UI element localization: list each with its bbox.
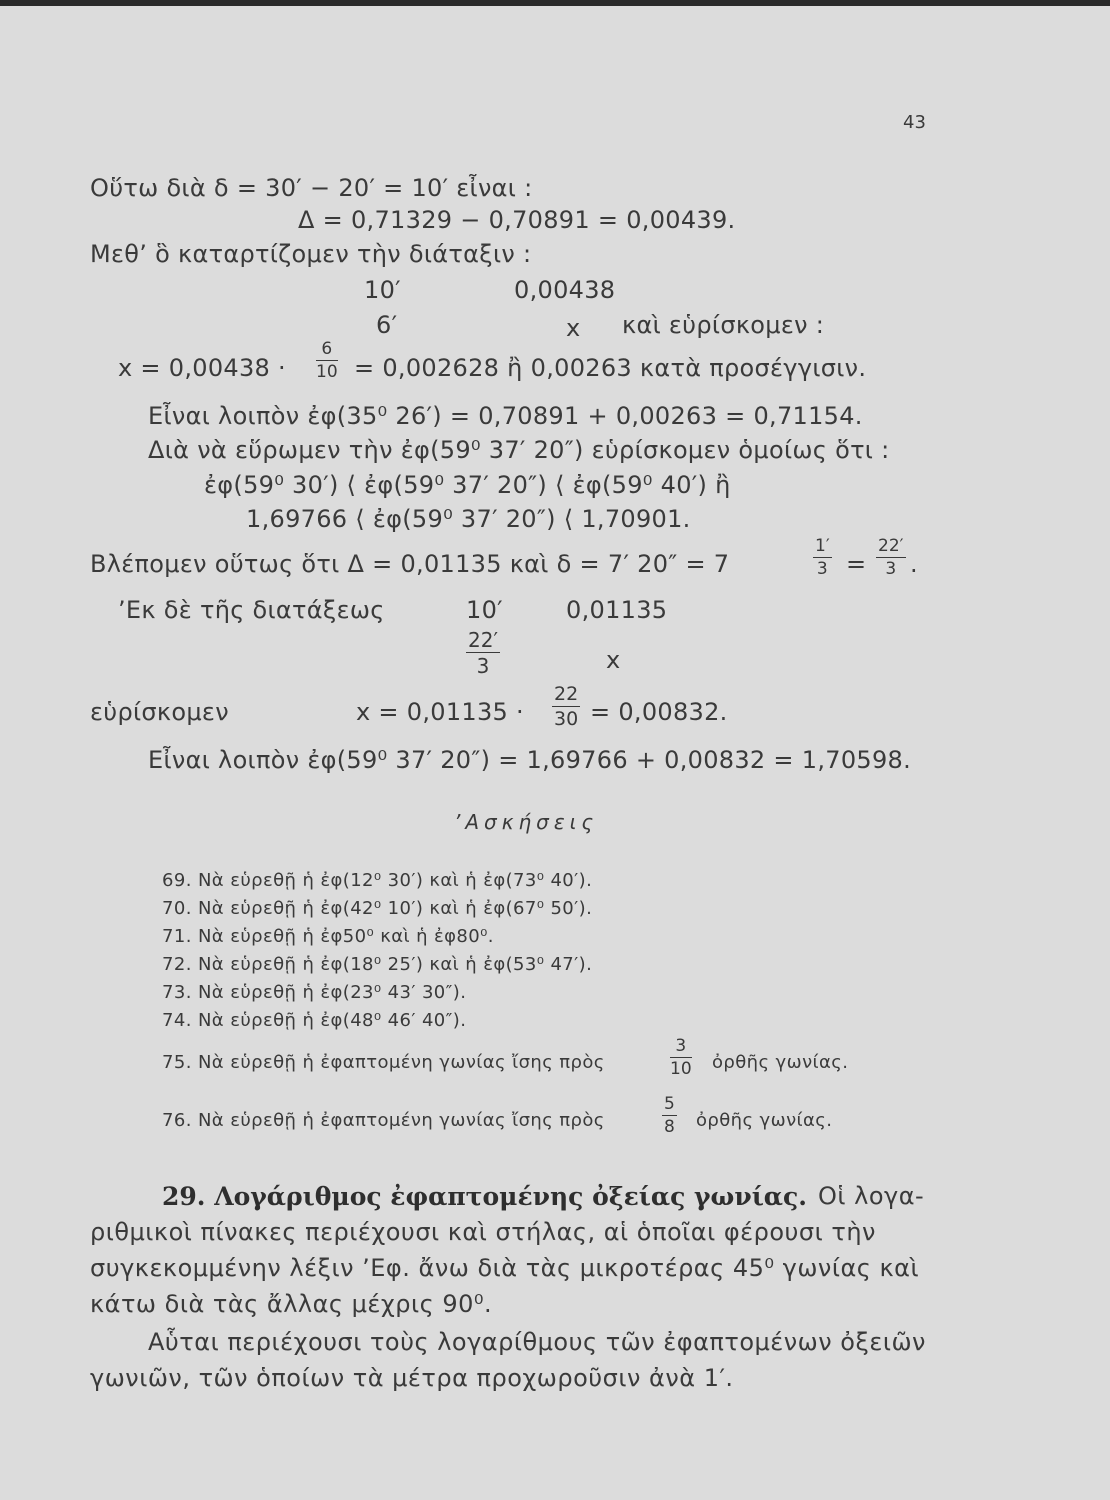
fraction-22-3: $\frac{22'}{3}$ — [878, 536, 904, 579]
line-result-35-26: Εἶναι λοιπὸν ἐφ(35⁰ 26′) = 0,70891 + 0,00263 = 0,71154. — [148, 402, 863, 430]
exercise-70: 70. Νὰ εὑρεθῇ ἡ ἐφ(42⁰ 10′) καὶ ἡ ἐφ(67⁰ 50′). — [162, 898, 593, 919]
calc-x-right: = 0,002628 ἢ 0,00263 κατὰ προσέγγισιν. — [354, 354, 867, 382]
equals-sign: = — [846, 550, 867, 578]
book-page — [0, 6, 1110, 1500]
table2-row2-b: x — [606, 646, 621, 674]
table2-row1-a: 10′ — [466, 596, 503, 624]
line-inequality-1: ἐφ(59⁰ 30′) ⟨ ἐφ(59⁰ 37′ 20″) ⟨ ἐφ(59⁰ 40′) ἢ — [204, 471, 731, 499]
para1-line2: ριθμικοὶ πίνακες περιέχουσι καὶ στήλας, αἱ ὁποῖαι φέρουσι τὴν — [90, 1218, 876, 1246]
exercise-69: 69. Νὰ εὑρεθῇ ἡ ἐφ(12⁰ 30′) καὶ ἡ ἐφ(73⁰ 40′). — [162, 870, 593, 891]
para1-line3: συγκεκομμένην λέξιν ’Εφ. ἄνω διὰ τὰς μικροτέρας 45⁰ γωνίας καὶ — [90, 1254, 920, 1282]
exercise-74: 74. Νὰ εὑρεθῇ ἡ ἐφ(48⁰ 46′ 40″). — [162, 1010, 467, 1031]
fraction-6-10: $\frac{6}{10}$ — [316, 339, 338, 382]
line-arrangement: Μεθ’ ὃ καταρτίζομεν τὴν διάταξιν : — [90, 240, 532, 268]
fraction-5-8: $\frac{5}{8}$ — [664, 1094, 675, 1137]
page-number: 43 — [903, 112, 926, 133]
table-row1-a: 10′ — [364, 276, 401, 304]
period: . — [910, 550, 918, 578]
fraction-22-30: $\frac{22}{30}$ — [554, 683, 579, 730]
calc-x-left: x = 0,00438 · — [118, 354, 286, 382]
exercise-75-text: 75. Νὰ εὑρεθῇ ἡ ἐφαπτομένη γωνίας ἴσης πρὸς — [162, 1052, 605, 1073]
exercises-title: ’Ασκήσεις — [454, 810, 599, 834]
line-from-arrangement: ’Εκ δὲ τῆς διατάξεως — [118, 596, 385, 624]
exercise-72: 72. Νὰ εὑρεθῇ ἡ ἐφ(18⁰ 25′) καὶ ἡ ἐφ(53⁰ 47′). — [162, 954, 593, 975]
calc-x2-left: x = 0,01135 · — [356, 698, 524, 726]
calc-x2-right: = 0,00832. — [590, 698, 728, 726]
line-we-see: Βλέπομεν οὕτως ὅτι Δ = 0,01135 καὶ δ = 7′ 20″ = 7 — [90, 550, 730, 578]
exercise-71: 71. Νὰ εὑρεθῇ ἡ ἐφ50⁰ καὶ ἡ ἐφ80⁰. — [162, 926, 494, 947]
line-we-find: εὑρίσκομεν — [90, 698, 229, 726]
table-row2-c: καὶ εὑρίσκομεν : — [622, 311, 825, 339]
line-delta-def: Οὕτω διὰ δ = 30′ − 20′ = 10′ εἶναι : — [90, 174, 533, 202]
table2-row1-b: 0,01135 — [566, 596, 668, 624]
exercise-75-end: ὀρθῆς γωνίας. — [712, 1052, 849, 1073]
exercise-73: 73. Νὰ εὑρεθῇ ἡ ἐφ(23⁰ 43′ 30″). — [162, 982, 467, 1003]
exercise-76-text: 76. Νὰ εὑρεθῇ ἡ ἐφαπτομένη γωνίας ἴσης πρὸς — [162, 1110, 605, 1131]
para1-line1: Οἱ λογα- — [818, 1182, 925, 1210]
table-row2-b: x — [566, 314, 581, 342]
fraction-1-3: $\frac{1'}{3}$ — [815, 536, 830, 579]
para2-line1: Αὗται περιέχουσι τοὺς λογαρίθμους τῶν ἐφαπτομένων ὀξειῶν — [148, 1328, 926, 1356]
table-row1-b: 0,00438 — [514, 276, 616, 304]
fraction-3-10: $\frac{3}{10}$ — [670, 1036, 692, 1079]
line-Delta-value: Δ = 0,71329 − 0,70891 = 0,00439. — [298, 206, 736, 234]
table-row2-a: 6′ — [376, 311, 398, 339]
line-inequality-2: 1,69766 ⟨ ἐφ(59⁰ 37′ 20″) ⟨ 1,70901. — [246, 505, 691, 533]
exercise-76-end: ὀρθῆς γωνίας. — [696, 1110, 833, 1131]
line-final-result: Εἶναι λοιπὸν ἐφ(59⁰ 37′ 20″) = 1,69766 + 0,00832 = 1,70598. — [148, 746, 912, 774]
section-heading: 29. Λογάριθμος ἐφαπτομένης ὀξείας γωνίας. — [162, 1182, 807, 1211]
para1-line4: κάτω διὰ τὰς ἄλλας μέχρις 90⁰. — [90, 1290, 493, 1318]
line-find-59-37: Διὰ νὰ εὕρωμεν τὴν ἐφ(59⁰ 37′ 20″) εὑρίσκομεν ὁμοίως ὅτι : — [148, 436, 890, 464]
fraction-22prime-3: $\frac{22'}{3}$ — [468, 628, 498, 678]
para2-line2: γωνιῶν, τῶν ὁποίων τὰ μέτρα προχωροῦσιν ἀνὰ 1′. — [90, 1364, 734, 1392]
